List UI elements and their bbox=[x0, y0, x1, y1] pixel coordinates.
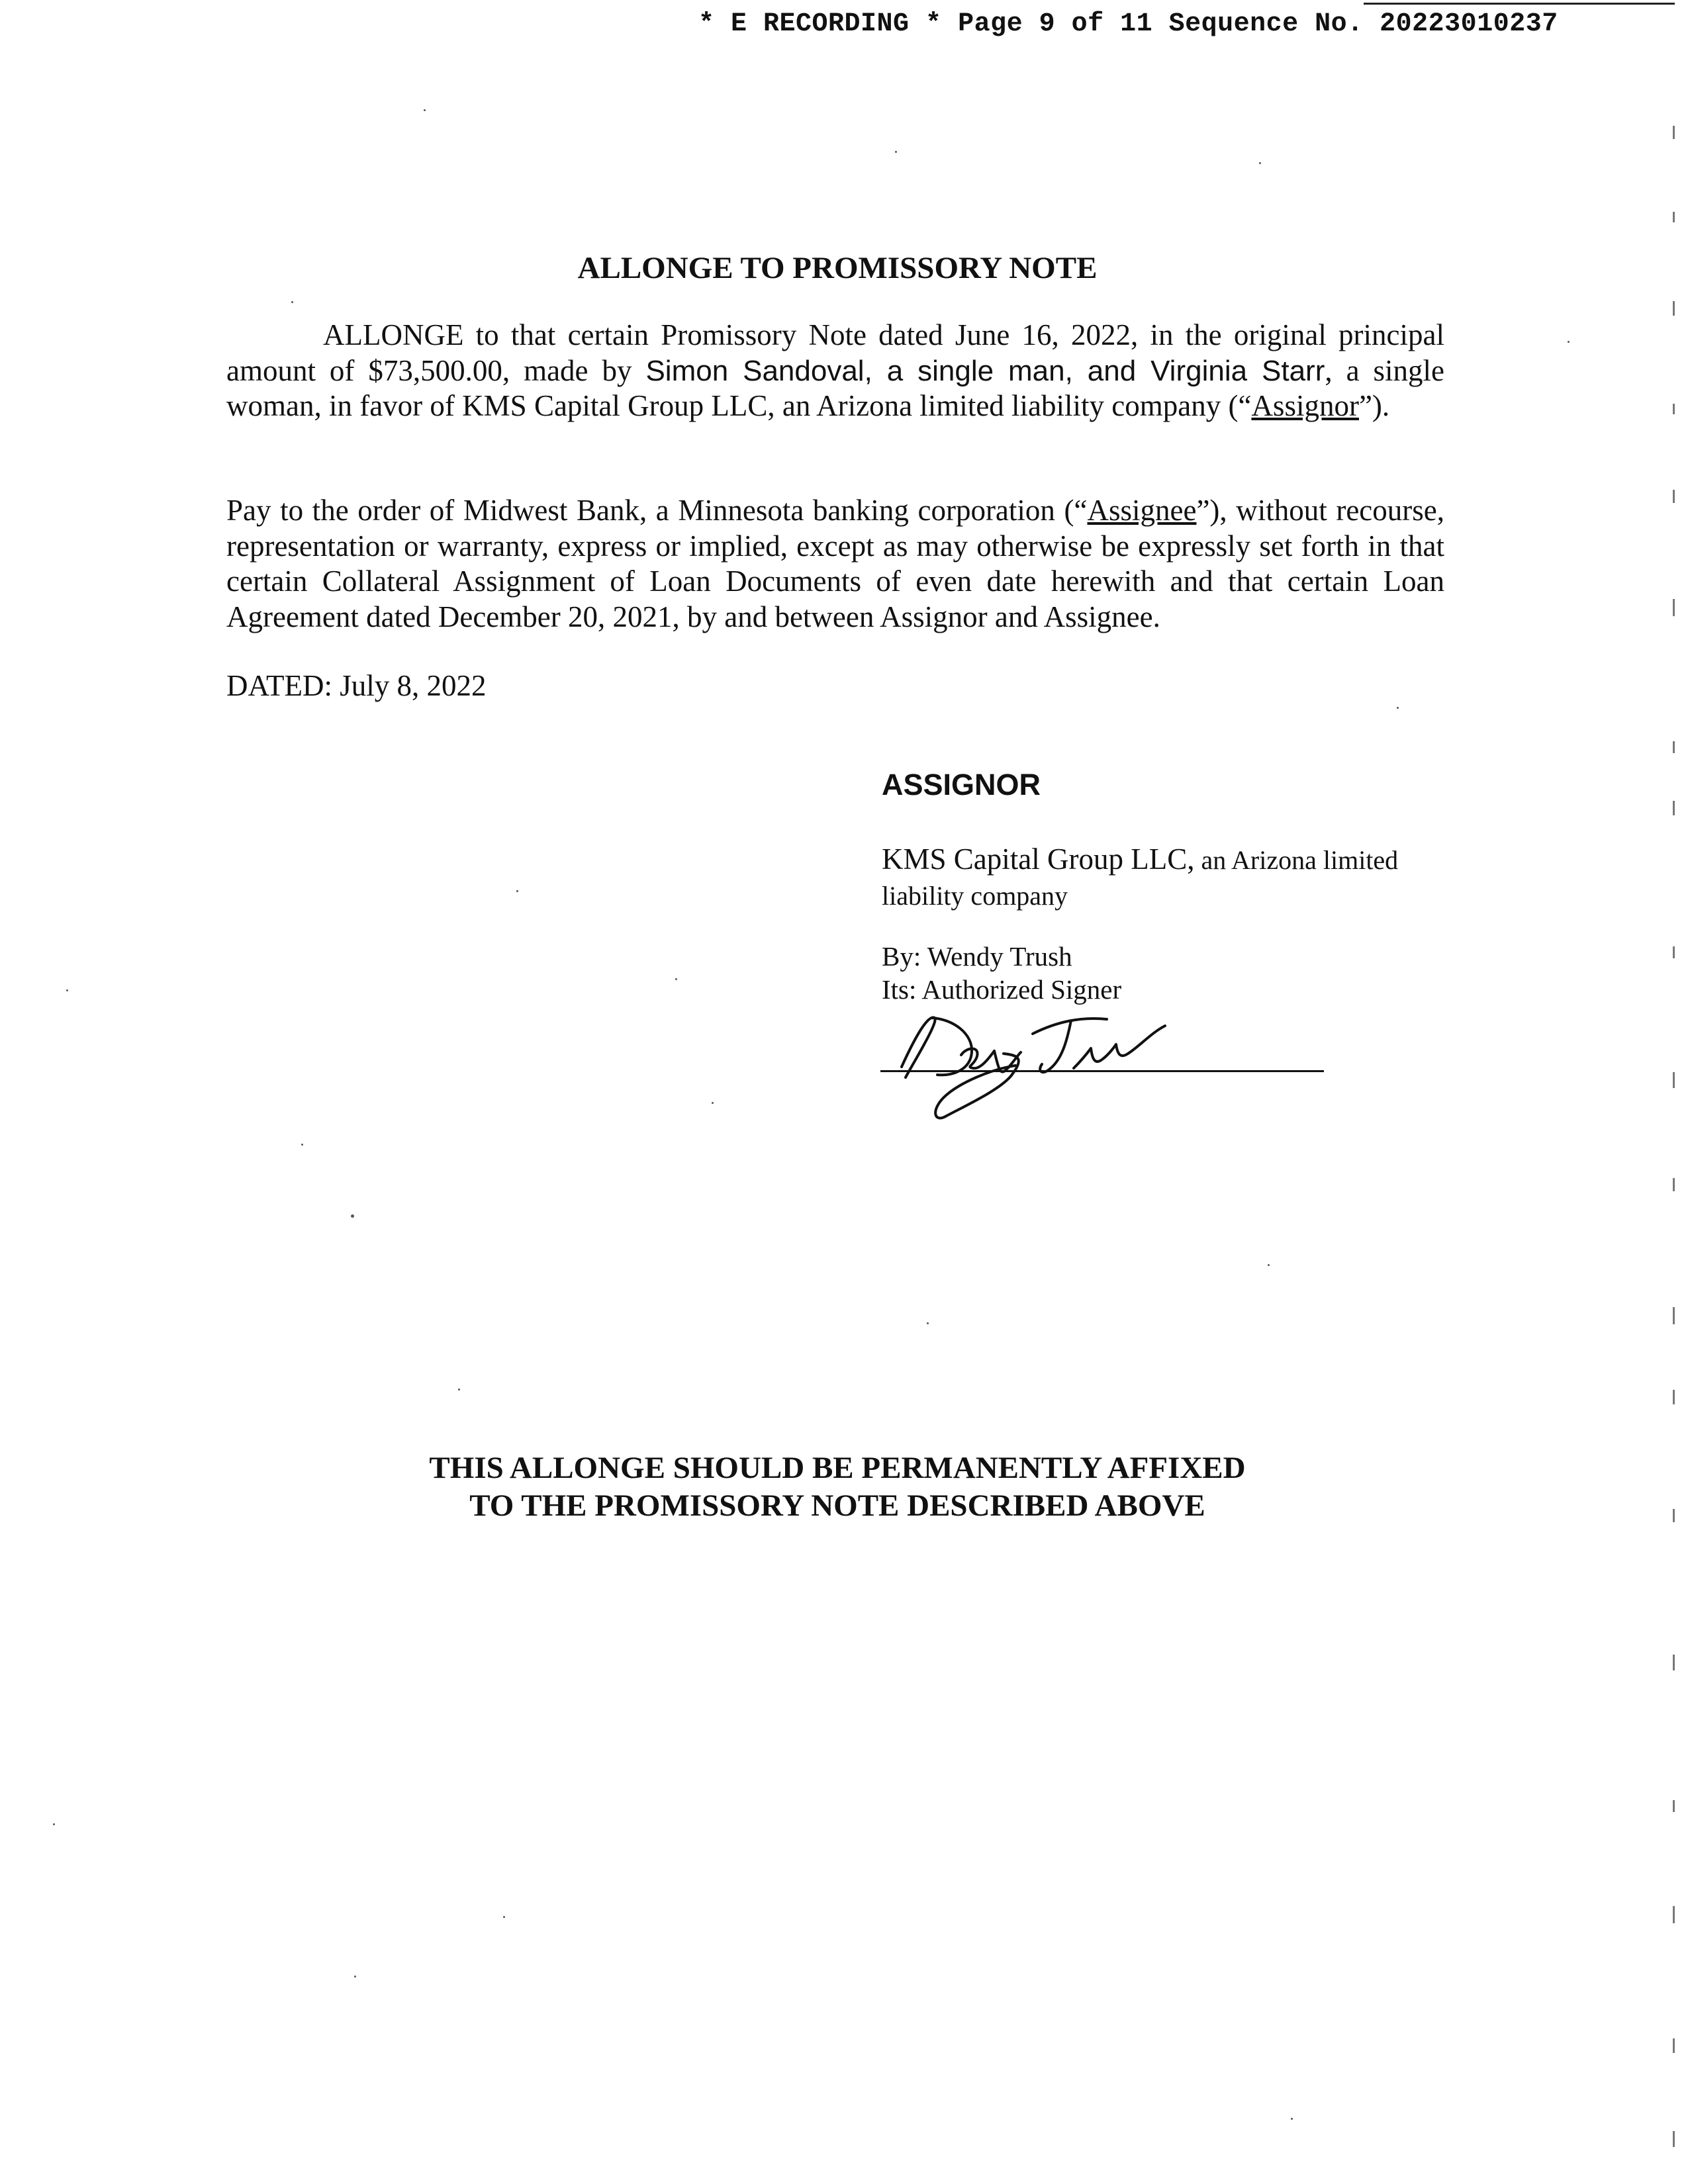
scan-edge-mark bbox=[1673, 404, 1675, 414]
scan-speck bbox=[895, 151, 897, 153]
scan-edge-mark bbox=[1673, 1800, 1675, 1812]
scan-edge-mark bbox=[1673, 599, 1675, 616]
scan-speck bbox=[1291, 2118, 1293, 2120]
signer-name: By: Wendy Trush bbox=[882, 941, 1072, 972]
scan-edge-mark bbox=[1673, 2131, 1675, 2147]
scan-edge-mark bbox=[1673, 1390, 1675, 1404]
dated-line: DATED: July 8, 2022 bbox=[226, 669, 487, 702]
allonge-paragraph bbox=[226, 318, 1444, 424]
signer-title: Its: Authorized Signer bbox=[882, 974, 1122, 1005]
scan-edge-mark bbox=[1673, 2038, 1675, 2053]
scan-edge-mark bbox=[1673, 126, 1675, 139]
scan-speck bbox=[66, 989, 68, 991]
company-description: an Arizona limited liability company bbox=[882, 845, 1399, 911]
assignor-defined-term: Assignor bbox=[1251, 389, 1359, 422]
scan-speck bbox=[516, 890, 518, 892]
scan-speck bbox=[1268, 1264, 1270, 1266]
paragraph1-text-b: , a single woman, in favor of KMS Capital Group LLC, an Arizona limited liability company (“ bbox=[226, 353, 1444, 422]
assignor-heading: ASSIGNOR bbox=[882, 768, 1041, 801]
scan-edge-mark bbox=[1673, 301, 1675, 316]
signer-details bbox=[882, 940, 1121, 1006]
assignor-company bbox=[882, 842, 1451, 913]
scan-speck bbox=[354, 1976, 356, 1978]
scan-edge-mark bbox=[1673, 1307, 1675, 1324]
scan-edge-mark bbox=[1673, 1072, 1675, 1088]
paragraph2-text-b: ”), without recourse, representation or warranty, express or implied, except as may otherwise be expressly set forth in that certain Collateral Assignment of Loan Documents of even date herewith and that certain Loan Agreement dated December 20, 2021, by and between Assignor and Assignee. bbox=[226, 494, 1445, 633]
paragraph2-text-a: Pay to the order of Midwest Bank, a Minnesota banking corporation (“ bbox=[226, 494, 1088, 527]
paragraph1-makers: Simon Sandoval, a single man, and Virginia Starr bbox=[645, 354, 1325, 387]
scan-edge-mark bbox=[1673, 741, 1675, 753]
scan-speck bbox=[291, 301, 293, 303]
scan-speck bbox=[424, 109, 426, 111]
scan-speck bbox=[712, 1102, 714, 1104]
scan-edge-mark bbox=[1673, 1655, 1675, 1670]
scan-edge-mark bbox=[1673, 801, 1675, 815]
scan-edge-mark bbox=[1673, 212, 1675, 222]
scan-speck bbox=[458, 1388, 460, 1390]
scan-speck bbox=[675, 978, 677, 980]
pay-to-order-paragraph bbox=[226, 493, 1444, 635]
handwritten-signature bbox=[874, 1006, 1337, 1125]
scan-edge-mark bbox=[1673, 1509, 1675, 1522]
scan-edge-mark bbox=[1673, 946, 1675, 958]
signature-line bbox=[880, 1070, 1324, 1072]
scan-speck bbox=[301, 1144, 303, 1146]
scan-edge-mark bbox=[1673, 490, 1675, 503]
footer-notice bbox=[0, 1449, 1675, 1525]
footer-line-2: TO THE PROMISSORY NOTE DESCRIBED ABOVE bbox=[469, 1488, 1205, 1523]
header-rule bbox=[1364, 3, 1675, 5]
paragraph1-text-a: ALLONGE to that certain Promissory Note dated June 16, 2022, in the original principal amount of $73,500.00, made by bbox=[226, 318, 1444, 387]
scan-speck bbox=[1568, 341, 1570, 343]
company-name: KMS Capital Group LLC, bbox=[882, 842, 1195, 876]
document-title: ALLONGE TO PROMISSORY NOTE bbox=[577, 251, 1098, 285]
scan-edge-mark bbox=[1673, 1906, 1675, 1923]
footer-line-1: THIS ALLONGE SHOULD BE PERMANENTLY AFFIXED bbox=[429, 1451, 1246, 1485]
scan-speck bbox=[351, 1214, 354, 1218]
scan-speck bbox=[927, 1322, 929, 1324]
recording-header: * E RECORDING * Page 9 of 11 Sequence No. 20223010237 bbox=[698, 9, 1558, 39]
scan-speck bbox=[503, 1916, 505, 1918]
scan-edge-mark bbox=[1673, 1178, 1675, 1191]
scan-speck bbox=[1259, 162, 1261, 164]
scan-speck bbox=[53, 1823, 55, 1825]
paragraph1-text-c: ”). bbox=[1358, 389, 1390, 422]
assignee-defined-term: Assignee bbox=[1087, 494, 1197, 527]
scan-speck bbox=[1397, 707, 1399, 709]
